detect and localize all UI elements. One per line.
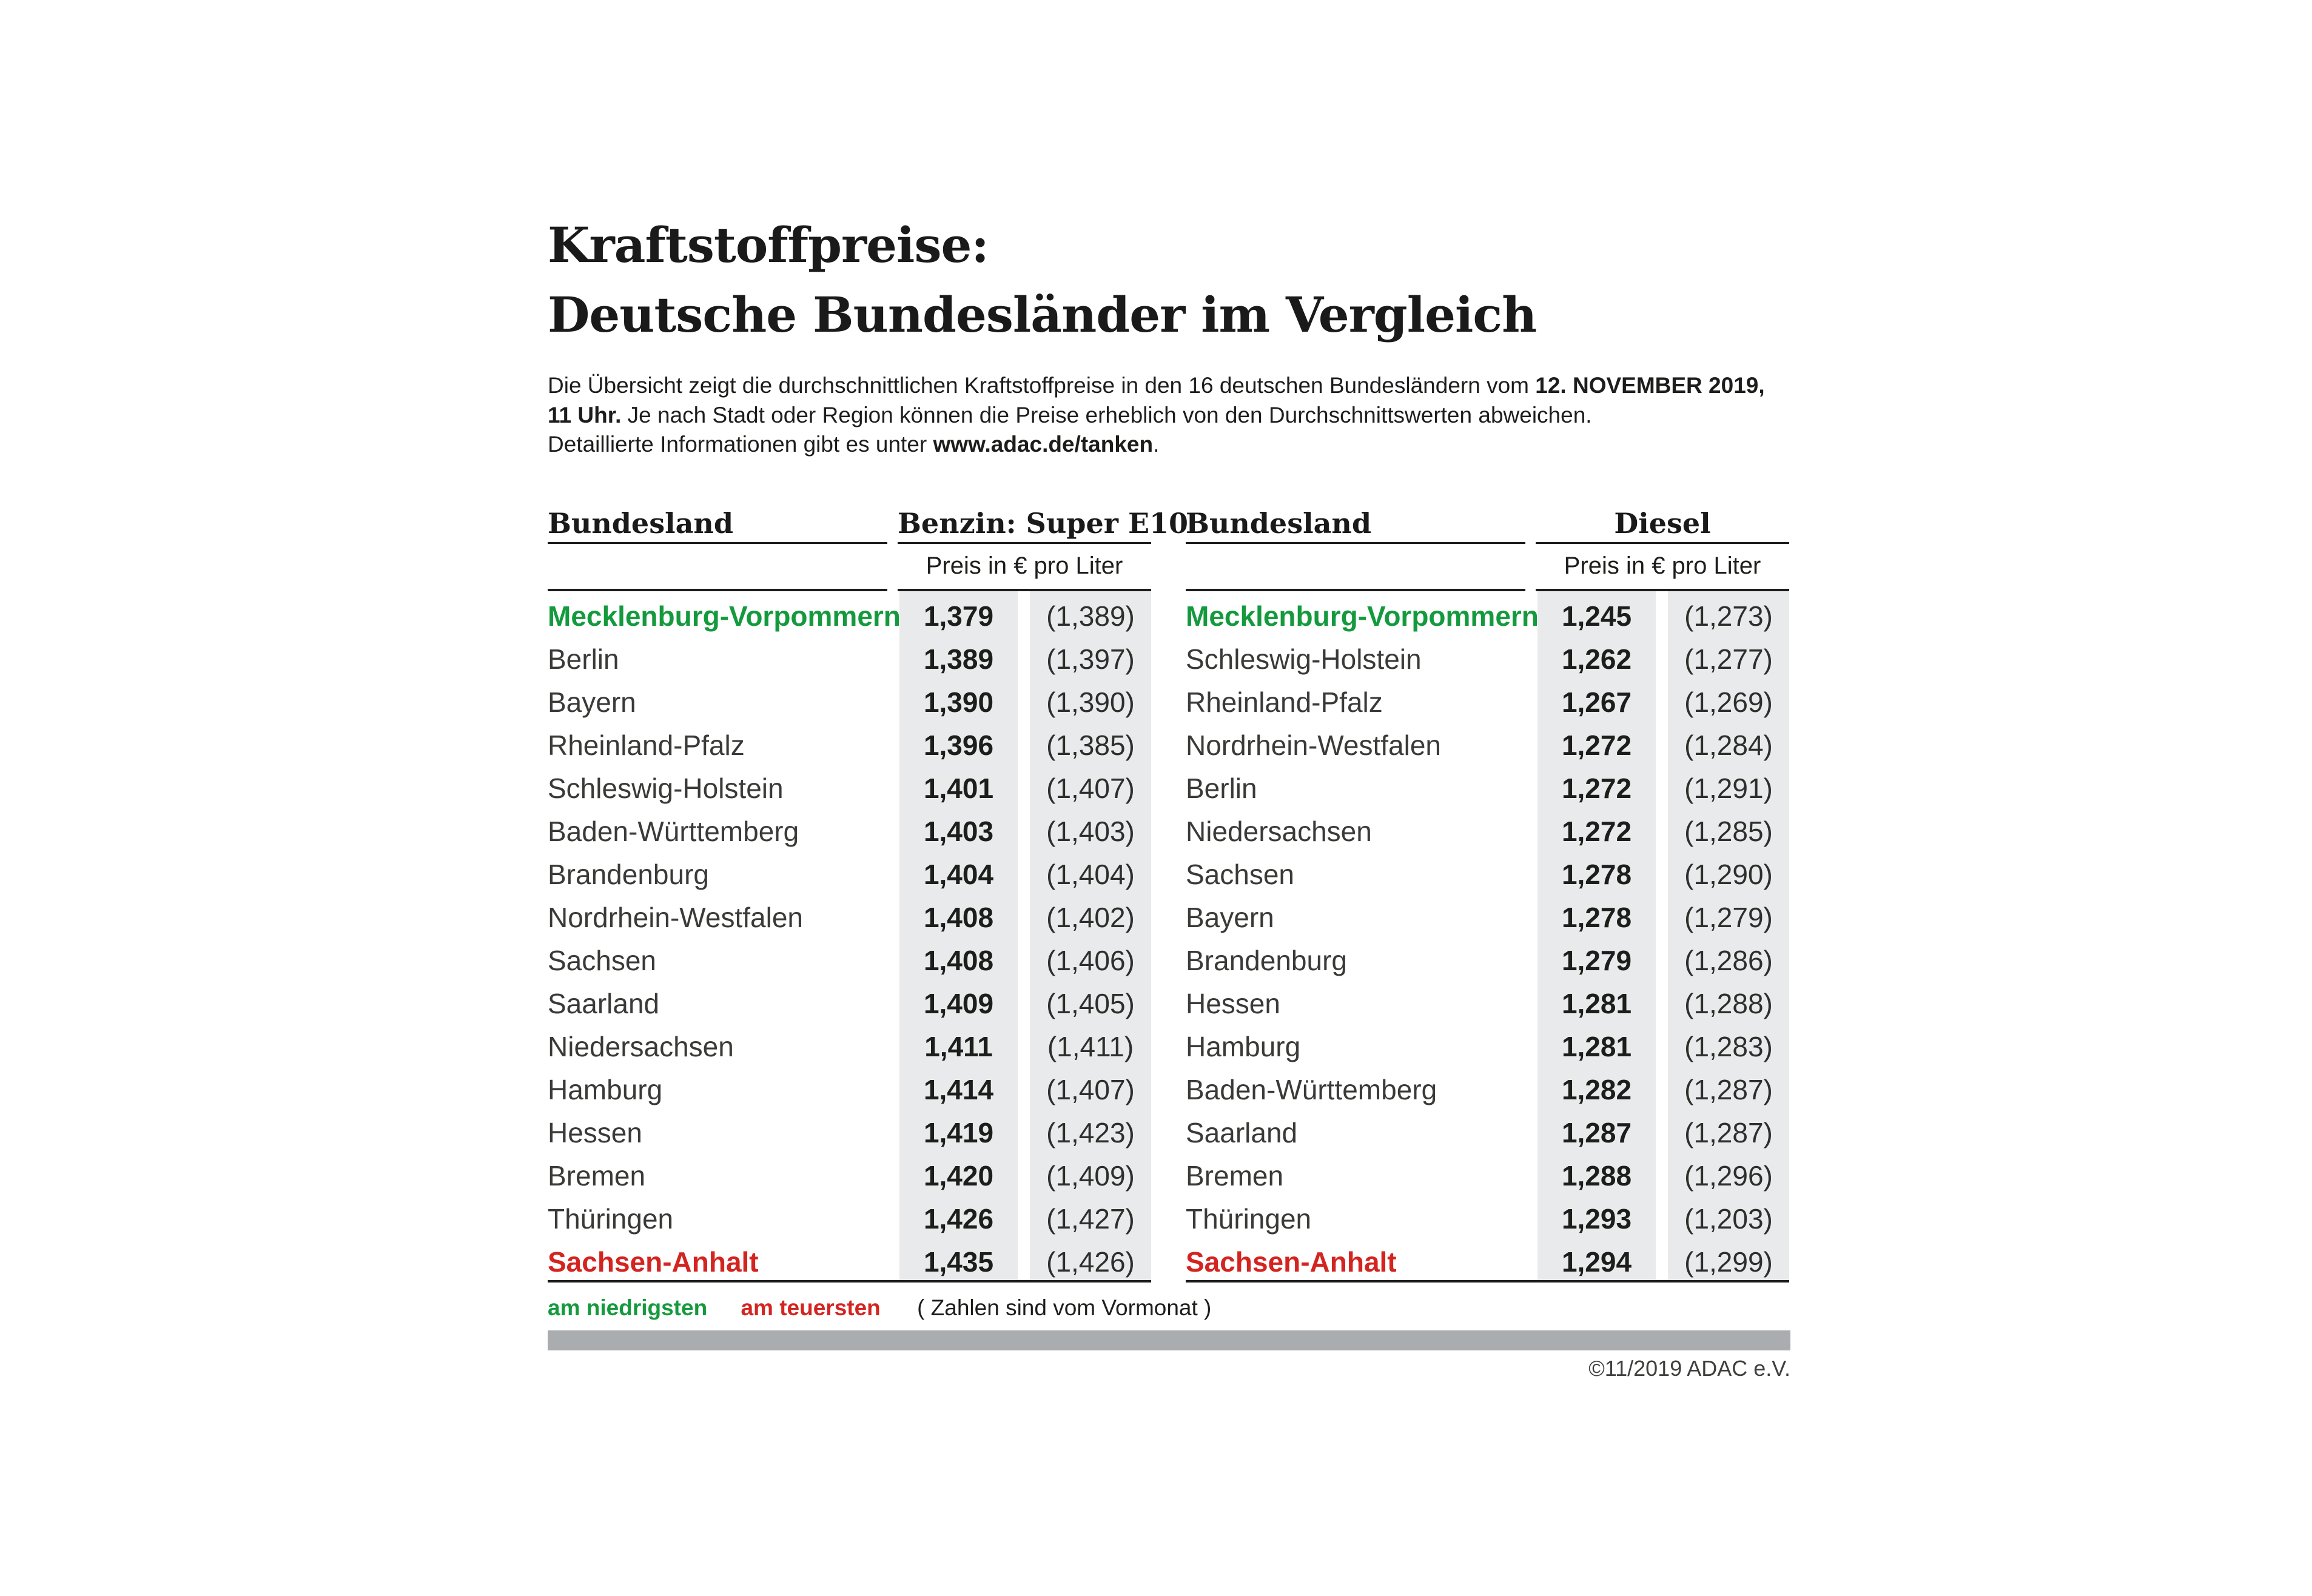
bundesland-label: Baden-Württemberg bbox=[1186, 1073, 1437, 1105]
bundesland-label: Rheinland-Pfalz bbox=[1186, 686, 1383, 718]
table-row bbox=[548, 766, 1151, 810]
intro-url-bold: www.adac.de/tanken bbox=[933, 432, 1154, 457]
price-current: 1,293 bbox=[1561, 1202, 1632, 1235]
copyright-text: ©11/2019 ADAC e.V. bbox=[1588, 1356, 1790, 1381]
price-previous: (1,411) bbox=[1047, 1030, 1134, 1062]
price-previous: (1,290) bbox=[1684, 858, 1773, 890]
price-previous: (1,397) bbox=[1046, 643, 1135, 675]
table-row bbox=[1186, 637, 1789, 680]
bundesland-label: Bayern bbox=[1186, 901, 1274, 933]
subheader-rule bbox=[1186, 589, 1525, 591]
price-current: 1,411 bbox=[924, 1030, 993, 1062]
bundesland-label: Sachsen bbox=[548, 944, 657, 976]
price-previous: (1,405) bbox=[1046, 987, 1135, 1019]
bundesland-label: Saarland bbox=[548, 987, 660, 1019]
intro-date-bold: 12. NOVEMBER 2019, bbox=[1535, 373, 1765, 398]
table-row bbox=[1186, 680, 1789, 723]
price-previous: (1,287) bbox=[1684, 1116, 1773, 1148]
page-title bbox=[548, 210, 1536, 350]
price-current: 1,408 bbox=[923, 944, 994, 976]
price-previous: (1,426) bbox=[1046, 1246, 1135, 1278]
bundesland-label: Hamburg bbox=[548, 1073, 663, 1105]
bundesland-label: Rheinland-Pfalz bbox=[548, 729, 745, 761]
bundesland-label: Schleswig-Holstein bbox=[1186, 643, 1422, 675]
price-current: 1,278 bbox=[1561, 858, 1632, 890]
bundesland-label: Hamburg bbox=[1186, 1030, 1301, 1062]
price-current: 1,403 bbox=[923, 815, 994, 847]
table-row bbox=[548, 982, 1151, 1025]
diesel-land-header: Bundesland bbox=[1186, 507, 1371, 540]
legend bbox=[548, 1295, 1211, 1321]
price-current: 1,401 bbox=[923, 772, 994, 804]
intro-line3-period: . bbox=[1153, 432, 1160, 457]
price-previous: (1,286) bbox=[1684, 944, 1773, 976]
price-current: 1,281 bbox=[1561, 1030, 1632, 1062]
benzin-fuel-header: Benzin: Super E10 bbox=[898, 507, 1189, 540]
bundesland-label: Niedersachsen bbox=[548, 1030, 734, 1062]
price-previous: (1,299) bbox=[1684, 1246, 1773, 1278]
header-rule bbox=[548, 542, 887, 544]
bundesland-label: Baden-Württemberg bbox=[548, 815, 799, 847]
table-row bbox=[1186, 723, 1789, 766]
price-current: 1,389 bbox=[923, 643, 994, 675]
price-previous: (1,390) bbox=[1046, 686, 1135, 718]
price-previous: (1,402) bbox=[1046, 901, 1135, 933]
header-rule bbox=[1536, 542, 1789, 544]
price-current: 1,287 bbox=[1561, 1116, 1632, 1148]
table-row bbox=[548, 1197, 1151, 1240]
price-current: 1,435 bbox=[923, 1246, 994, 1278]
price-previous: (1,409) bbox=[1046, 1159, 1135, 1192]
price-previous: (1,385) bbox=[1046, 729, 1135, 761]
price-current: 1,426 bbox=[923, 1202, 994, 1235]
table-row bbox=[1186, 982, 1789, 1025]
price-current: 1,408 bbox=[923, 901, 994, 933]
benzin-table bbox=[548, 507, 1189, 1284]
bundesland-label: Thüringen bbox=[1186, 1202, 1312, 1235]
bundesland-label: Bayern bbox=[548, 686, 636, 718]
price-current: 1,281 bbox=[1561, 987, 1632, 1019]
table-row bbox=[1186, 1068, 1789, 1111]
header-rule bbox=[1186, 542, 1525, 544]
intro-line3-text: Detaillierte Informationen gibt es unter bbox=[548, 432, 933, 457]
table-row bbox=[548, 810, 1151, 853]
table-row bbox=[1186, 1111, 1789, 1154]
price-current: 1,409 bbox=[923, 987, 994, 1019]
table-row bbox=[548, 637, 1151, 680]
price-previous: (1,389) bbox=[1046, 600, 1135, 632]
table-row bbox=[1186, 1197, 1789, 1240]
price-current: 1,267 bbox=[1561, 686, 1632, 718]
table-row bbox=[548, 1025, 1151, 1068]
table-row bbox=[548, 1068, 1151, 1111]
price-current: 1,414 bbox=[923, 1073, 994, 1105]
bundesland-label: Brandenburg bbox=[548, 858, 709, 890]
benzin-rows bbox=[548, 594, 1151, 1283]
legend-note: ( Zahlen sind vom Vormonat ) bbox=[917, 1295, 1212, 1320]
table-row bbox=[1186, 594, 1789, 637]
price-previous: (1,277) bbox=[1684, 643, 1773, 675]
diesel-fuel-header: Diesel bbox=[1614, 507, 1711, 540]
price-previous: (1,203) bbox=[1684, 1202, 1773, 1235]
diesel-table bbox=[1186, 508, 1789, 1284]
price-previous: (1,285) bbox=[1684, 815, 1773, 847]
price-previous: (1,273) bbox=[1684, 600, 1773, 632]
price-previous: (1,284) bbox=[1684, 729, 1773, 761]
table-bottom-rule bbox=[1186, 1280, 1789, 1282]
table-row bbox=[548, 939, 1151, 982]
price-current: 1,282 bbox=[1561, 1073, 1632, 1105]
price-previous: (1,283) bbox=[1684, 1030, 1773, 1062]
table-row bbox=[548, 1154, 1151, 1197]
price-previous: (1,291) bbox=[1684, 772, 1773, 804]
bundesland-label: Bremen bbox=[1186, 1159, 1284, 1192]
price-previous: (1,403) bbox=[1046, 815, 1135, 847]
subheader-rule bbox=[548, 589, 887, 591]
price-previous: (1,269) bbox=[1684, 686, 1773, 718]
table-row bbox=[548, 680, 1151, 723]
benzin-land-header: Bundesland bbox=[548, 507, 733, 540]
intro-line1-text: Die Übersicht zeigt die durchschnittlichen Kraftstoffpreise in den 16 deutschen Bundesländern vom bbox=[548, 373, 1536, 398]
table-row bbox=[548, 594, 1151, 637]
table-row bbox=[548, 1111, 1151, 1154]
price-current: 1,278 bbox=[1561, 901, 1632, 933]
price-current: 1,272 bbox=[1561, 772, 1632, 804]
table-row bbox=[1186, 1025, 1789, 1068]
bundesland-label: Berlin bbox=[548, 643, 619, 675]
bundesland-label: Schleswig-Holstein bbox=[548, 772, 784, 804]
footer-divider-bar bbox=[548, 1330, 1790, 1350]
table-row bbox=[1186, 853, 1789, 896]
table-row bbox=[1186, 896, 1789, 939]
price-current: 1,420 bbox=[923, 1159, 994, 1192]
price-current: 1,404 bbox=[923, 858, 994, 890]
price-previous: (1,423) bbox=[1046, 1116, 1135, 1148]
bundesland-label: Sachsen-Anhalt bbox=[1186, 1246, 1397, 1278]
page-title-line1: Kraftstoffpreise: bbox=[548, 216, 989, 273]
price-previous: (1,288) bbox=[1684, 987, 1773, 1019]
bundesland-label: Thüringen bbox=[548, 1202, 674, 1235]
price-previous: (1,404) bbox=[1046, 858, 1135, 890]
price-current: 1,262 bbox=[1561, 643, 1632, 675]
table-row bbox=[1186, 766, 1789, 810]
price-current: 1,272 bbox=[1561, 729, 1632, 761]
bundesland-label: Bremen bbox=[548, 1159, 646, 1192]
page-title-line2: Deutsche Bundesländer im Vergleich bbox=[548, 286, 1537, 343]
price-previous: (1,407) bbox=[1046, 1073, 1135, 1105]
table-row bbox=[1186, 810, 1789, 853]
bundesland-label: Sachsen bbox=[1186, 858, 1295, 890]
table-row bbox=[548, 853, 1151, 896]
price-previous: (1,407) bbox=[1046, 772, 1135, 804]
price-previous: (1,287) bbox=[1684, 1073, 1773, 1105]
table-bottom-rule bbox=[548, 1280, 1151, 1282]
price-current: 1,379 bbox=[923, 600, 994, 632]
legend-lowest: am niedrigsten bbox=[548, 1295, 708, 1320]
bundesland-label: Niedersachsen bbox=[1186, 815, 1372, 847]
bundesland-label: Berlin bbox=[1186, 772, 1257, 804]
bundesland-label: Hessen bbox=[548, 1116, 642, 1148]
table-row bbox=[548, 723, 1151, 766]
header-rule bbox=[898, 542, 1151, 544]
price-previous: (1,406) bbox=[1046, 944, 1135, 976]
price-previous: (1,296) bbox=[1684, 1159, 1773, 1192]
bundesland-label: Mecklenburg-Vorpommern bbox=[548, 600, 901, 632]
price-current: 1,272 bbox=[1561, 815, 1632, 847]
benzin-unit-header: Preis in € pro Liter bbox=[926, 552, 1123, 579]
table-row bbox=[548, 896, 1151, 939]
price-previous: (1,427) bbox=[1046, 1202, 1135, 1235]
price-current: 1,390 bbox=[923, 686, 994, 718]
legend-highest: am teuersten bbox=[741, 1295, 881, 1320]
bundesland-label: Brandenburg bbox=[1186, 944, 1347, 976]
bundesland-label: Nordrhein-Westfalen bbox=[1186, 729, 1442, 761]
table-row bbox=[1186, 1240, 1789, 1283]
price-current: 1,288 bbox=[1561, 1159, 1632, 1192]
bundesland-label: Saarland bbox=[1186, 1116, 1298, 1148]
bundesland-label: Mecklenburg-Vorpommern bbox=[1186, 600, 1539, 632]
intro-line2-text: Je nach Stadt oder Region können die Preise erheblich von den Durchschnittswerten abweichen. bbox=[621, 402, 1592, 428]
bundesland-label: Sachsen-Anhalt bbox=[548, 1246, 759, 1278]
bundesland-label: Hessen bbox=[1186, 987, 1280, 1019]
table-row bbox=[1186, 1154, 1789, 1197]
price-previous: (1,279) bbox=[1684, 901, 1773, 933]
diesel-unit-header: Preis in € pro Liter bbox=[1564, 552, 1761, 579]
table-row bbox=[548, 1240, 1151, 1283]
bundesland-label: Nordrhein-Westfalen bbox=[548, 901, 804, 933]
price-current: 1,396 bbox=[923, 729, 994, 761]
diesel-rows bbox=[1186, 594, 1789, 1283]
intro-time-bold: 11 Uhr. bbox=[548, 402, 622, 428]
price-current: 1,279 bbox=[1561, 944, 1632, 976]
table-row bbox=[1186, 939, 1789, 982]
price-current: 1,294 bbox=[1561, 1246, 1632, 1278]
intro-text bbox=[548, 371, 1852, 460]
price-current: 1,245 bbox=[1561, 600, 1632, 632]
price-current: 1,419 bbox=[923, 1116, 994, 1148]
